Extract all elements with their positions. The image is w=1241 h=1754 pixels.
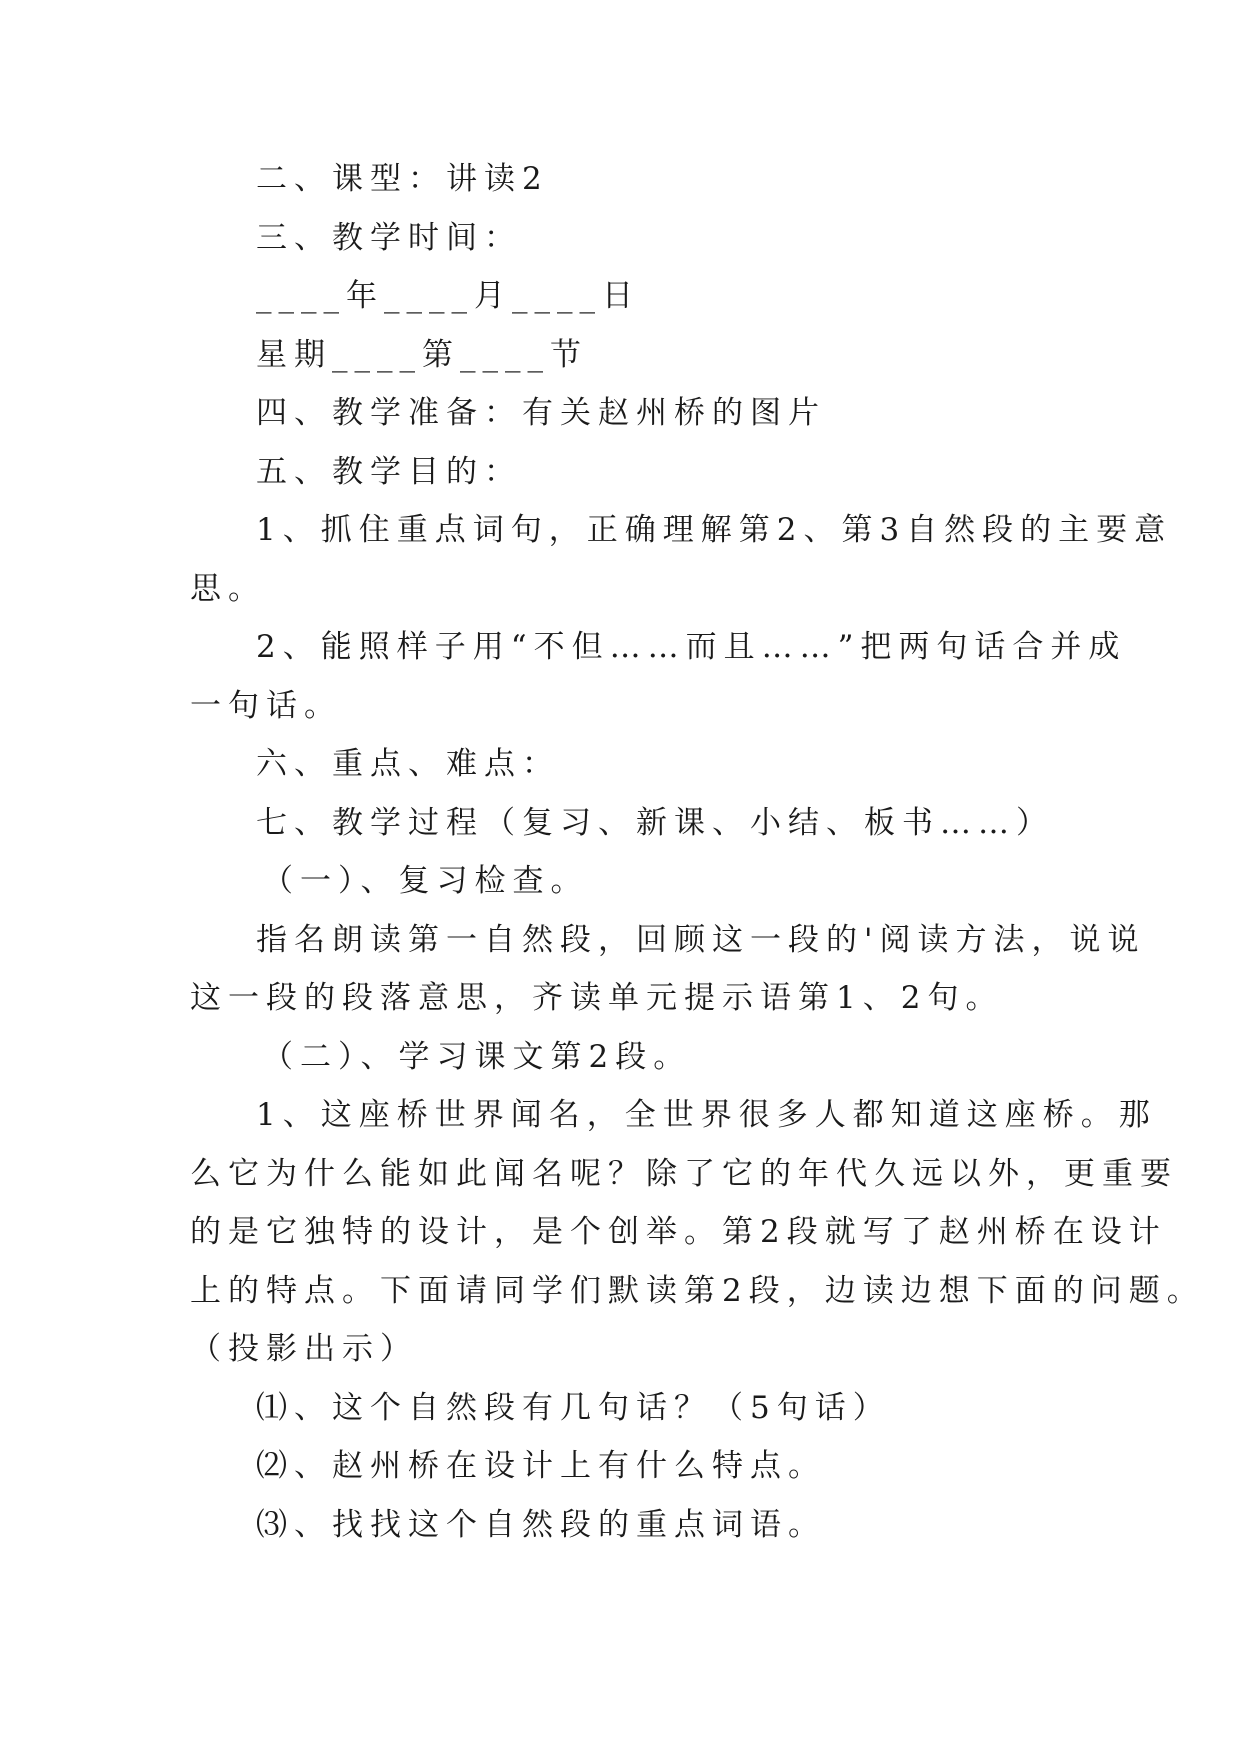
section-review-heading: （一）、复习检查。	[262, 863, 589, 899]
study-paragraph-line-4: 上的特点。下面请同学们默读第2段，边读边想下面的问题。	[190, 1272, 1205, 1309]
lesson-type: 二、课型：讲读2	[256, 161, 549, 197]
objective-1: 1、抓住重点词句，正确理解第2、第3自然段的主要意	[256, 512, 1173, 548]
key-points-heading: 六、重点、难点：	[256, 746, 560, 782]
study-paragraph-line-3: 的是它独特的设计，是个创举。第2段就写了赵州桥在设计	[190, 1214, 1167, 1250]
question-3: ⑶、找找这个自然段的重点词语。	[256, 1506, 826, 1543]
teaching-preparation: 四、教学准备：有关赵州桥的图片	[256, 395, 826, 431]
objective-2: 2、能照样子用“不但……而且……”把两句话合并成	[256, 629, 1127, 665]
section-study-heading: （二）、学习课文第2段。	[262, 1038, 692, 1075]
document-body	[190, 150, 1205, 1554]
objective-1-continued: 思。	[190, 570, 266, 607]
study-paragraph-line-1: 1、这座桥世界闻名，全世界很多人都知道这座桥。那	[256, 1097, 1157, 1133]
study-paragraph-line-5: （投影出示）	[190, 1331, 418, 1367]
question-1: ⑴、这个自然段有几句话？（5句话）	[256, 1389, 891, 1426]
review-paragraph: 指名朗读第一自然段，回顾这一段的'阅读方法，说说	[256, 921, 1146, 958]
question-2: ⑵、赵州桥在设计上有什么特点。	[256, 1448, 826, 1484]
teaching-time-heading: 三、教学时间：	[256, 219, 522, 256]
teaching-objectives-heading: 五、教学目的：	[256, 453, 522, 490]
weekday-period-blank-line: 星期____第____节	[256, 336, 588, 373]
date-blank-line: ____年____月____日	[256, 278, 640, 314]
teaching-process-heading: 七、教学过程（复习、新课、小结、板书……）	[256, 804, 1054, 841]
review-paragraph-continued: 这一段的段落意思，齐读单元提示语第1、2句。	[190, 980, 1004, 1016]
study-paragraph-line-2: 么它为什么能如此闻名呢？除了它的年代久远以外，更重要	[190, 1155, 1178, 1192]
objective-2-continued: 一句话。	[190, 687, 342, 724]
